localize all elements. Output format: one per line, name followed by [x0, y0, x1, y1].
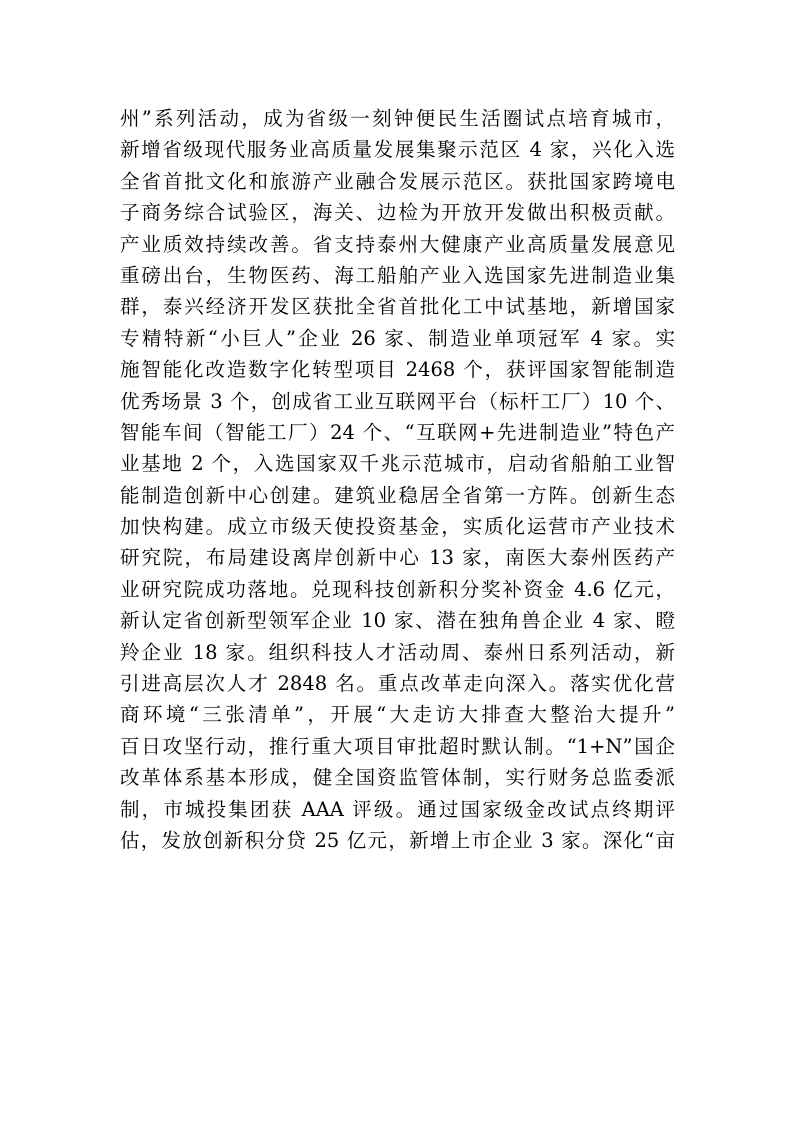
body-paragraph [120, 103, 675, 856]
text-line: 施智能化改造数字化转型项目 2468 个，获评国家智能制造 [120, 358, 675, 382]
text-line: 羚企业 18 家。组织科技人才活动周、泰州日系列活动，新 [120, 640, 675, 664]
text-line: 州”系列活动，成为省级一刻钟便民生活圈试点培育城市， [120, 107, 675, 130]
text-line: 优秀场景 3 个，创成省工业互联网平台（标杆工厂）10 个、 [120, 389, 675, 413]
text-line: 百日攻坚行动，推行重大项目审批超时默认制。“1+N”国企 [120, 734, 675, 758]
text-line: 改革体系基本形成，健全国资监管体制，实行财务总监委派 [120, 766, 675, 790]
text-line: 估，发放创新积分贷 25 亿元，新增上市企业 3 家。深化“亩 [120, 828, 675, 852]
text-line: 能制造创新中心创建。建筑业稳居全省第一方阵。创新生态 [120, 483, 675, 507]
text-line: 研究院，布局建设离岸创新中心 13 家，南医大泰州医药产 [120, 546, 675, 570]
text-line: 业研究院成功落地。兑现科技创新积分奖补资金 4.6 亿元， [120, 577, 675, 601]
text-line: 全省首批文化和旅游产业融合发展示范区。获批国家跨境电 [120, 169, 675, 193]
text-line: 新认定省创新型领军企业 10 家、潜在独角兽企业 4 家、瞪 [120, 609, 675, 633]
text-line: 专精特新“小巨人”企业 26 家、制造业单项冠军 4 家。实 [120, 326, 675, 350]
text-line: 子商务综合试验区，海关、边检为开放开发做出积极贡献。 [120, 201, 675, 225]
text-line: 群，泰兴经济开发区获批全省首批化工中试基地，新增国家 [120, 295, 675, 319]
text-line: 商环境“三张清单”，开展“大走访大排查大整治大提升” [120, 703, 675, 727]
text-line: 产业质效持续改善。省支持泰州大健康产业高质量发展意见 [120, 232, 675, 256]
text-line: 制，市城投集团获 AAA 评级。通过国家级金改试点终期评 [120, 797, 675, 821]
text-line: 重磅出台，生物医药、海工船舶产业入选国家先进制造业集 [120, 263, 675, 287]
text-line: 加快构建。成立市级天使投资基金，实质化运营市产业技术 [120, 515, 675, 539]
text-line: 引进高层次人才 2848 名。重点改革走向深入。落实优化营 [120, 672, 675, 696]
text-line: 智能车间（智能工厂）24 个、“互联网+先进制造业”特色产 [120, 420, 675, 444]
text-line: 业基地 2 个，入选国家双千兆示范城市，启动省船舶工业智 [120, 452, 675, 476]
text-line: 新增省级现代服务业高质量发展集聚示范区 4 家，兴化入选 [120, 138, 675, 162]
